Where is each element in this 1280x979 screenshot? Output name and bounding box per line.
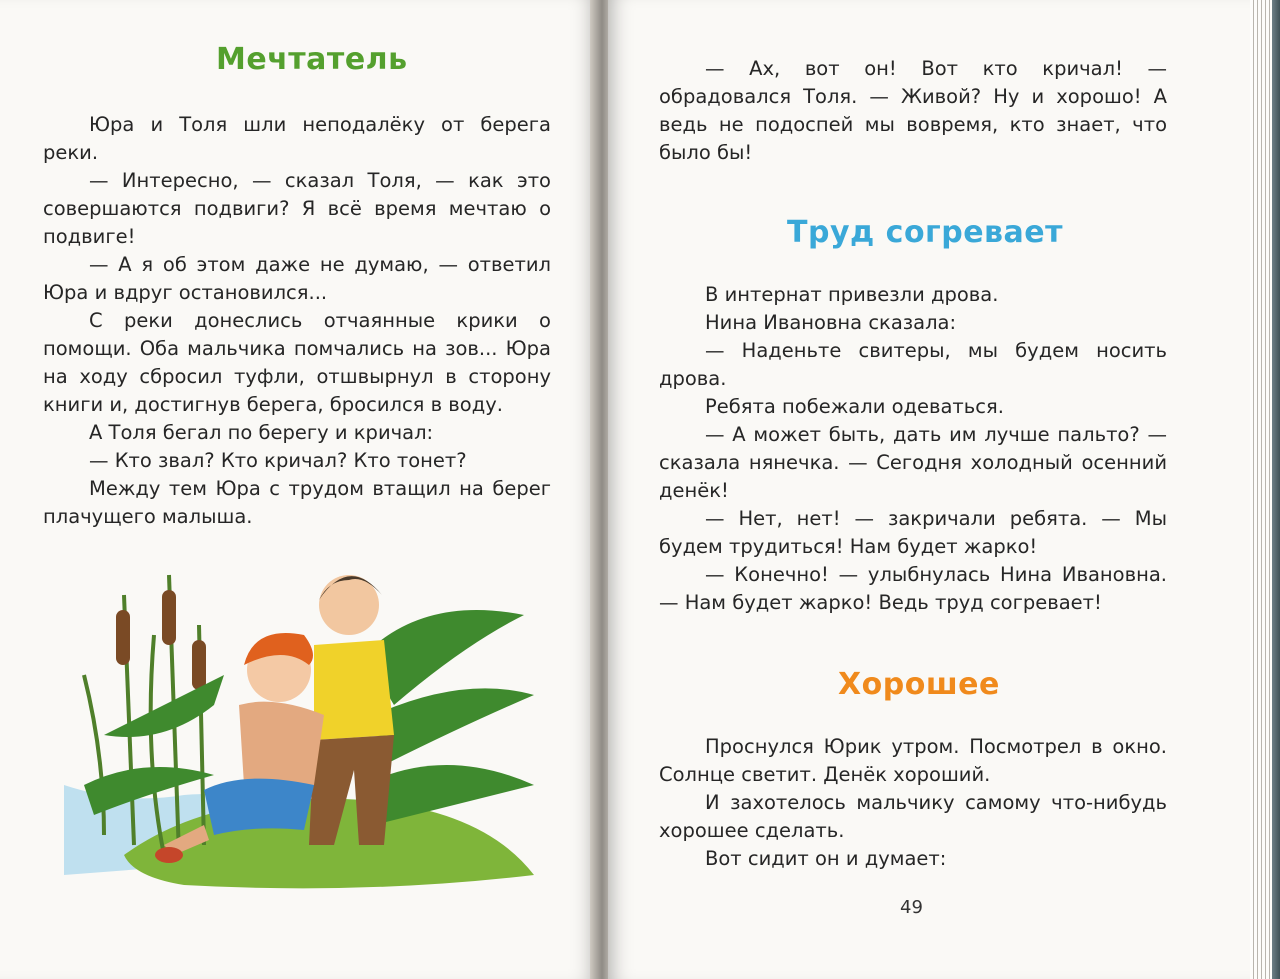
story-text-good: [659, 733, 1167, 873]
paragraph: А Толя бегал по берегу и кричал:: [89, 421, 434, 444]
paragraph: С реки донеслись отчаянные крики о помощи. Оба мальчика помчались на зов... Юра на ходу сбросил туфли, отшвырнул в сторону книги и, достигнув берега, бросился в воду.: [43, 309, 551, 416]
book-page-edges: [1250, 0, 1280, 979]
story-title-good: Хорошее: [838, 667, 1000, 702]
story-text-dreamer-continued: [659, 55, 1167, 167]
story-title-work-warms: Труд согревает: [787, 215, 1064, 250]
paragraph: Нина Ивановна сказала:: [705, 311, 957, 334]
paragraph: И захотелось мальчику самому что-нибудь хорошее сделать.: [659, 791, 1167, 842]
paragraph: Вот сидит он и думает:: [705, 847, 947, 870]
paragraph: — Наденьте свитеры, мы будем носить дрова.: [659, 339, 1167, 390]
paragraph: Юра и Толя шли неподалёку от берега реки.: [43, 113, 551, 164]
paragraph: — Конечно! — улыбнулась Нина Ивановна. — Нам будет жарко! Ведь труд согревает!: [659, 563, 1167, 614]
story-text-work-warms: [659, 281, 1167, 617]
paragraph: — Кто звал? Кто кричал? Кто тонет?: [89, 449, 467, 472]
paragraph: — А может быть, дать им лучше пальто? — сказала нянечка. — Сегодня холодный осенний денёк!: [659, 423, 1167, 502]
paragraph: — Ах, вот он! Вот кто кричал! — обрадовался Толя. — Живой? Ну и хорошо! А ведь не подоспей мы вовремя, кто знает, что было бы!: [659, 57, 1167, 164]
paragraph: В интернат привезли дрова.: [705, 283, 999, 306]
paragraph: — Нет, нет! — закричали ребята. — Мы будем трудиться! Нам будет жарко!: [659, 507, 1167, 558]
left-page: [0, 0, 596, 979]
page-number: 49: [900, 897, 923, 918]
paragraph: Ребята побежали одеваться.: [705, 395, 1004, 418]
paragraph: — А я об этом даже не думаю, — ответил Юра и вдруг остановился...: [43, 253, 551, 304]
story-title-dreamer: Мечтатель: [216, 42, 408, 77]
paragraph: Между тем Юра с трудом втащил на берег плачущего малыша.: [43, 477, 551, 528]
story-text-dreamer: [43, 111, 551, 531]
two-boys-by-river-illustration: [64, 555, 554, 895]
paragraph: — Интересно, — сказал Толя, — как это совершаются подвиги? Я всё время мечтаю о подвиге!: [43, 169, 551, 248]
paragraph: Проснулся Юрик утром. Посмотрел в окно. Солнце светит. Денёк хороший.: [659, 735, 1167, 786]
